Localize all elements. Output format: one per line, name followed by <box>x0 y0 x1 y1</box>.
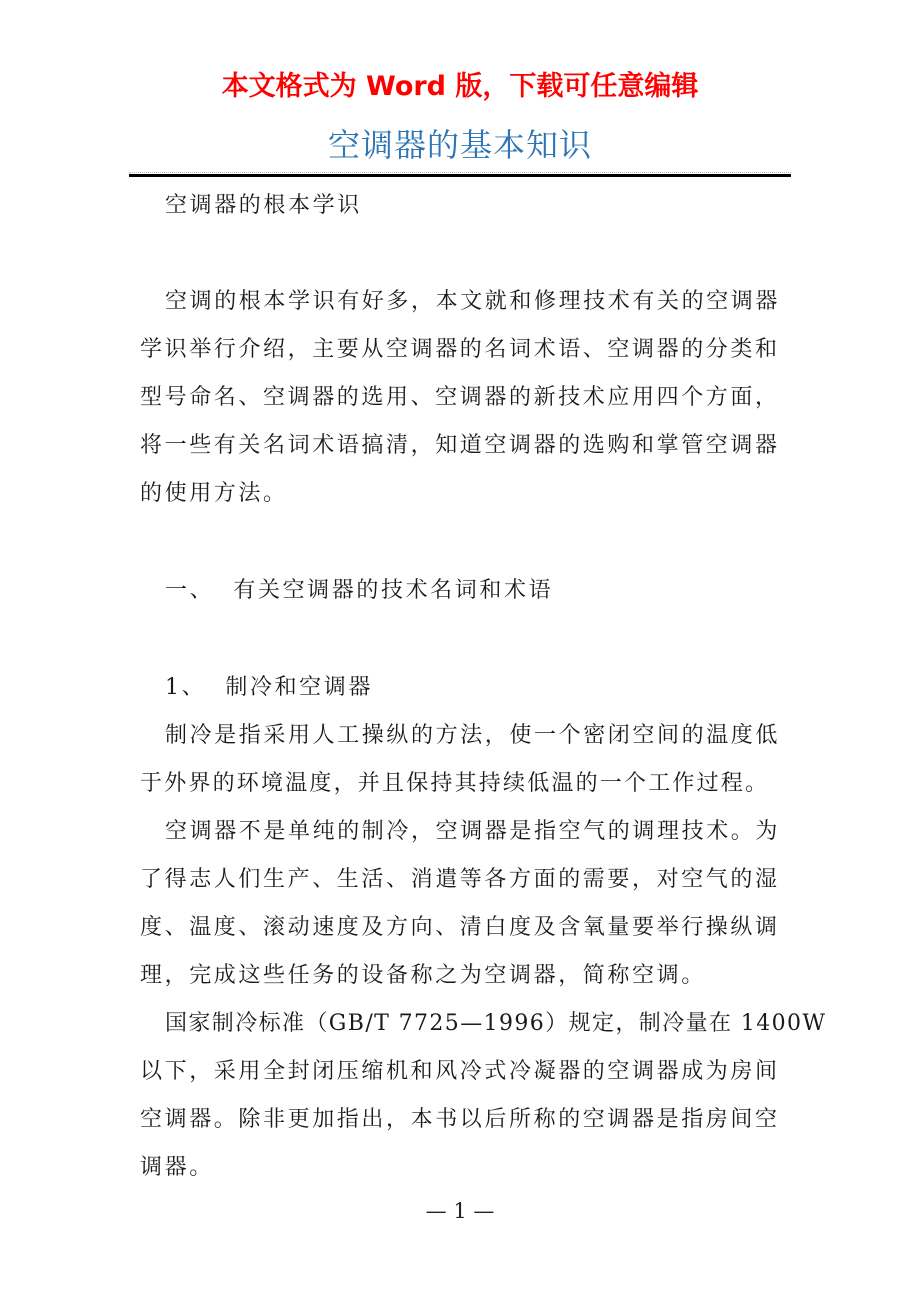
paragraph-line: 以下，采用全封闭压缩机和风冷式冷凝器的空调器成为房间 <box>140 1059 780 1084</box>
paragraph-line: 国家制冷标准（GB/T 7725—1996）规定，制冷量在 1400W <box>165 1011 827 1036</box>
paragraph-line: 制冷是指采用人工操纵的方法，使一个密闭空间的温度低 <box>165 723 781 748</box>
editable-word-banner: 本文格式为 Word 版，下载可任意编辑 <box>221 71 699 102</box>
header-divider <box>129 174 791 177</box>
subsection-heading: 1、 制冷和空调器 <box>165 675 373 700</box>
page-number: — 1 — <box>425 1199 495 1223</box>
intro-line: 空调的根本学识有好多，本文就和修理技术有关的空调器 <box>165 289 781 314</box>
paragraph-line: 调器。 <box>140 1155 214 1180</box>
intro-line: 型号命名、空调器的选用、空调器的新技术应用四个方面， <box>140 385 780 410</box>
paragraph-line: 了得志人们生产、生活、消遣等各方面的需要，对空气的湿 <box>140 867 780 892</box>
document-title: 空调器的基本知识 <box>327 126 592 164</box>
paragraph-line: 空调器不是单纯的制冷，空调器是指空气的调理技术。为 <box>165 819 781 844</box>
section-heading: 一、 有关空调器的技术名词和术语 <box>165 578 554 603</box>
subtitle: 空调器的根本学识 <box>165 193 362 218</box>
paragraph-line: 空调器。除非更加指出，本书以后所称的空调器是指房间空 <box>140 1107 780 1132</box>
paragraph-line: 于外界的环境温度，并且保持其持续低温的一个工作过程。 <box>140 771 770 796</box>
paragraph-line: 度、温度、滚动速度及方向、清白度及含氧量要举行操纵调 <box>140 915 780 940</box>
intro-line: 的使用方法。 <box>140 481 288 506</box>
intro-line: 将一些有关名词术语搞清，知道空调器的选购和掌管空调器 <box>140 433 780 458</box>
paragraph-line: 理，完成这些任务的设备称之为空调器，简称空调。 <box>140 963 706 988</box>
intro-line: 学识举行介绍，主要从空调器的名词术语、空调器的分类和 <box>140 337 780 362</box>
